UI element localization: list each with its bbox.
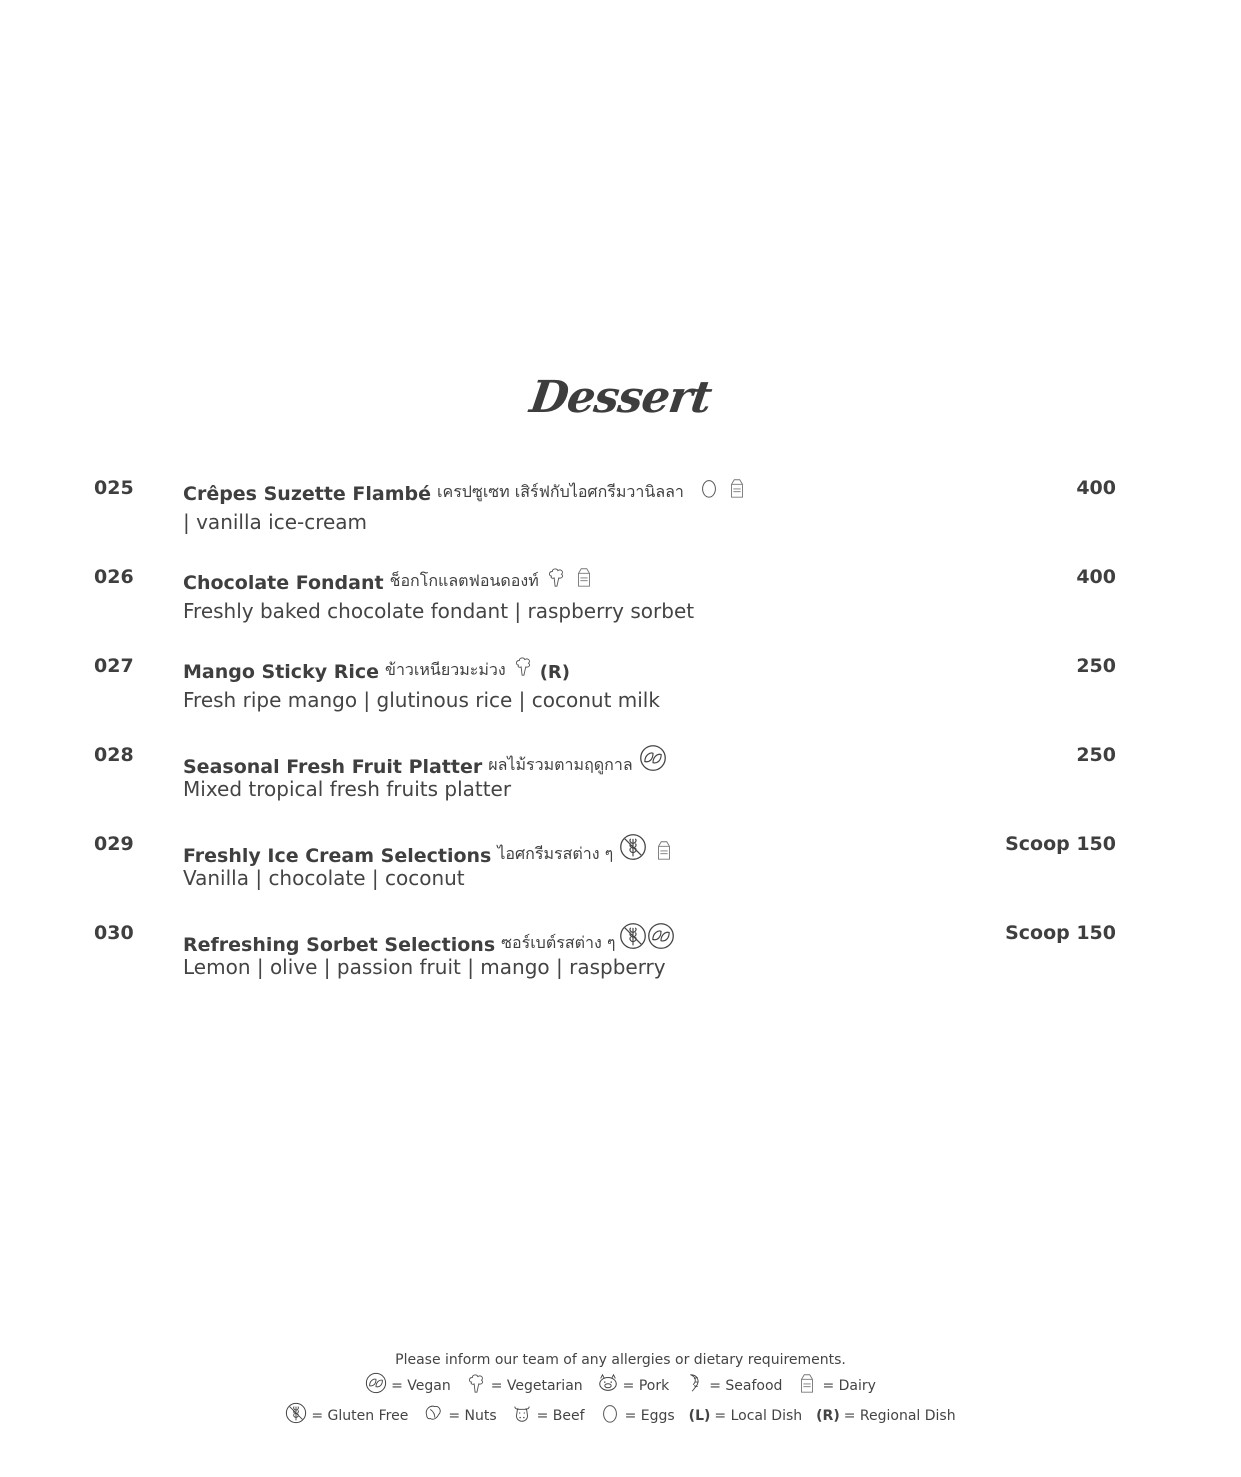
item-price: 250 [1076, 744, 1116, 766]
item-thai-name: ผลไม้รวมตามฤดูกาล [488, 755, 633, 774]
menu-item [0, 744, 1241, 824]
item-name-line [183, 744, 667, 778]
item-price: 250 [1076, 655, 1116, 677]
egg-icon [599, 1402, 621, 1424]
egg-icon [698, 477, 720, 499]
vegetarian-icon [465, 1372, 487, 1394]
menu-item [0, 655, 1241, 735]
item-price: 400 [1076, 566, 1116, 588]
legend-row-1 [0, 1372, 1241, 1394]
dairy-icon [726, 477, 748, 499]
item-name: Mango Sticky Rice [183, 661, 379, 683]
legend-label: = Eggs [624, 1408, 675, 1424]
item-code: 029 [94, 833, 134, 855]
pork-icon [597, 1372, 619, 1394]
item-name-line [183, 655, 570, 683]
vegan-icon [639, 744, 667, 772]
menu-item [0, 922, 1241, 1002]
regional-dish-code: (R) [816, 1408, 840, 1424]
item-code: 025 [94, 477, 134, 499]
item-code: 028 [94, 744, 134, 766]
legend-label: = Nuts [448, 1408, 497, 1424]
legend-beef [511, 1402, 585, 1424]
item-thai-name: ข้าวเหนียวมะม่วง [385, 660, 506, 679]
legend-label: = Dairy [822, 1378, 876, 1394]
item-name-line [183, 566, 595, 594]
item-code: 026 [94, 566, 134, 588]
item-thai-name: เครปซูเซท เสิร์ฟกับไอศกรีมวานิลลา [437, 482, 684, 501]
legend-label: = Vegetarian [490, 1378, 583, 1394]
dairy-icon [796, 1372, 818, 1394]
legend-local-dish [689, 1408, 802, 1424]
item-price: Scoop 150 [1005, 833, 1116, 855]
item-thai-name: ไอศกรีมรสต่าง ๆ [497, 844, 614, 863]
item-name: Freshly Ice Cream Selections [183, 845, 492, 867]
beef-icon [511, 1402, 533, 1424]
item-name: Seasonal Fresh Fruit Platter [183, 756, 483, 778]
legend-dairy [796, 1372, 875, 1394]
dietary-footer [0, 1352, 1241, 1424]
seafood-icon [683, 1372, 705, 1394]
item-description: Freshly baked chocolate fondant | raspberry sorbet [183, 599, 695, 623]
legend-label: = Beef [536, 1408, 585, 1424]
allergy-notice: Please inform our team of any allergies or dietary requirements. [395, 1352, 846, 1368]
item-name-line [183, 833, 675, 867]
item-price: Scoop 150 [1005, 922, 1116, 944]
legend-label: = Vegan [391, 1378, 451, 1394]
vegan-icon [647, 922, 675, 950]
item-name-line [183, 477, 748, 505]
item-description: Lemon | olive | passion fruit | mango | raspberry [183, 955, 666, 979]
legend-pork [597, 1372, 670, 1394]
item-description: | vanilla ice-cream [183, 510, 368, 534]
item-description: Mixed tropical fresh fruits platter [183, 777, 512, 801]
legend-label: = Regional Dish [843, 1408, 956, 1424]
legend-row-2 [0, 1402, 1241, 1424]
legend-vegetarian [465, 1372, 583, 1394]
legend-label: = Gluten Free [311, 1408, 409, 1424]
legend-label: = Local Dish [714, 1408, 803, 1424]
legend-vegan [365, 1372, 451, 1394]
legend-nuts [422, 1402, 496, 1424]
legend-label: = Pork [622, 1378, 670, 1394]
item-price: 400 [1076, 477, 1116, 499]
item-thai-name: ช็อกโกแลตฟอนดองท์ [389, 571, 539, 590]
menu-title: Dessert [526, 372, 715, 423]
item-name: Crêpes Suzette Flambé [183, 483, 432, 505]
item-description: Vanilla | chocolate | coconut [183, 866, 465, 890]
dairy-icon [653, 839, 675, 861]
menu-item [0, 566, 1241, 646]
vegan-icon [365, 1372, 387, 1394]
item-code: 030 [94, 922, 134, 944]
item-description: Fresh ripe mango | glutinous rice | coconut milk [183, 688, 660, 712]
vegetarian-icon [512, 655, 534, 677]
menu-item [0, 833, 1241, 913]
legend-eggs [599, 1402, 675, 1424]
regional-dish-tag: (R) [539, 662, 571, 683]
menu-item [0, 477, 1241, 557]
gluten-free-icon [619, 833, 647, 861]
legend-label: = Seafood [709, 1378, 783, 1394]
gluten-free-icon [619, 922, 647, 950]
item-code: 027 [94, 655, 134, 677]
local-dish-code: (L) [688, 1408, 711, 1424]
gluten-free-icon [285, 1402, 307, 1424]
item-thai-name: ซอร์เบต์รสต่าง ๆ [501, 933, 616, 952]
item-name: Refreshing Sorbet Selections [183, 934, 496, 956]
item-name: Chocolate Fondant [183, 572, 384, 594]
nuts-icon [422, 1402, 444, 1424]
legend-gluten-free [285, 1402, 408, 1424]
legend-regional-dish [816, 1408, 955, 1424]
vegetarian-icon [545, 566, 567, 588]
dairy-icon [573, 566, 595, 588]
item-name-line [183, 922, 675, 956]
legend-seafood [683, 1372, 782, 1394]
